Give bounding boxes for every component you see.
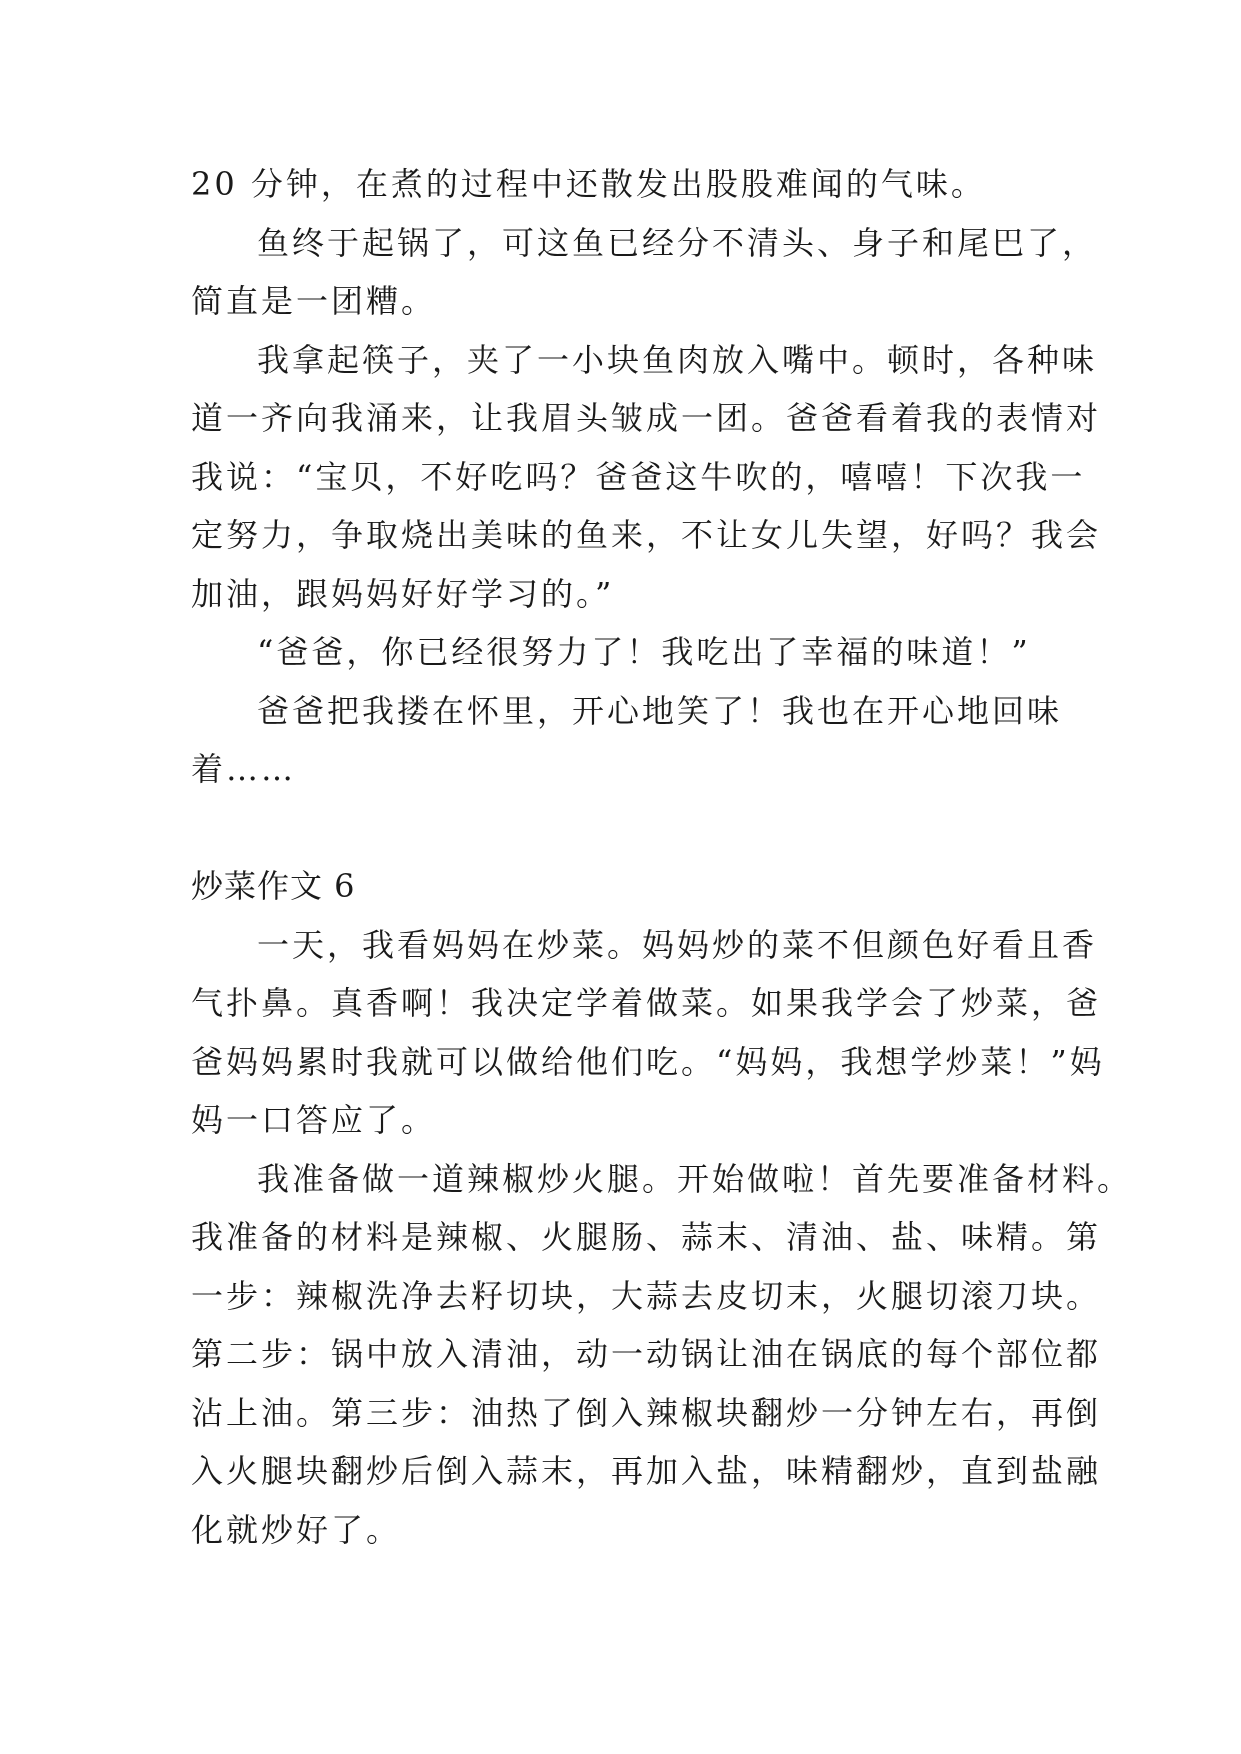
text-line: 我说：“宝贝，不好吃吗？爸爸这牛吹的，嘻嘻！下次我一 — [191, 457, 1086, 496]
text-line: 沾上油。第三步：油热了倒入辣椒块翻炒一分钟左右，再倒 — [191, 1393, 1102, 1432]
text-line: 鱼终于起锅了，可这鱼已经分不清头、身子和尾巴了， — [257, 223, 1098, 262]
text-line: 20 分钟，在煮的过程中还散发出股股难闻的气味。 — [191, 165, 986, 203]
text-line: 妈一口答应了。 — [191, 1101, 437, 1139]
text-line: 我拿起筷子，夹了一小块鱼肉放入嘴中。顿时，各种味 — [257, 340, 1098, 379]
text-line: 加油，跟妈妈好好学习的。” — [191, 574, 615, 613]
text-line: 我准备的材料是辣椒、火腿肠、蒜末、清油、盐、味精。第 — [191, 1218, 1102, 1256]
document-body — [191, 155, 1133, 1559]
text-line: 简直是一团糟。 — [191, 282, 437, 320]
text-line: 气扑鼻。真香啊！我决定学着做菜。如果我学会了炒菜，爸 — [191, 984, 1102, 1022]
text-line: 爸妈妈累时我就可以做给他们吃。“妈妈，我想学炒菜！”妈 — [191, 1042, 1105, 1081]
text-line: 定努力，争取烧出美味的鱼来，不让女儿失望，好吗？我会 — [191, 516, 1102, 554]
text-line: 一天，我看妈妈在炒菜。妈妈炒的菜不但颜色好看且香 — [257, 925, 1098, 964]
text-line: 着…… — [191, 750, 297, 788]
text-line: “爸爸，你已经很努力了！我吃出了幸福的味道！” — [257, 633, 1031, 671]
text-line: 入火腿块翻炒后倒入蒜末，再加入盐，味精翻炒，直到盐融 — [191, 1452, 1102, 1490]
section-title: 炒菜作文 6 — [191, 867, 356, 905]
section-gap — [191, 799, 1061, 858]
text-line: 道一齐向我涌来，让我眉头皱成一团。爸爸看着我的表情对 — [191, 399, 1102, 437]
text-line: 第二步：锅中放入清油，动一动锅让油在锅底的每个部位都 — [191, 1335, 1102, 1373]
text-line: 化就炒好了。 — [191, 1510, 402, 1549]
text-line: 我准备做一道辣椒炒火腿。开始做啦！首先要准备材料。 — [257, 1159, 1133, 1198]
text-line: 一步：辣椒洗净去籽切块，大蒜去皮切末，火腿切滚刀块。 — [191, 1276, 1102, 1315]
text-line: 爸爸把我搂在怀里，开心地笑了！我也在开心地回味 — [257, 691, 1063, 730]
